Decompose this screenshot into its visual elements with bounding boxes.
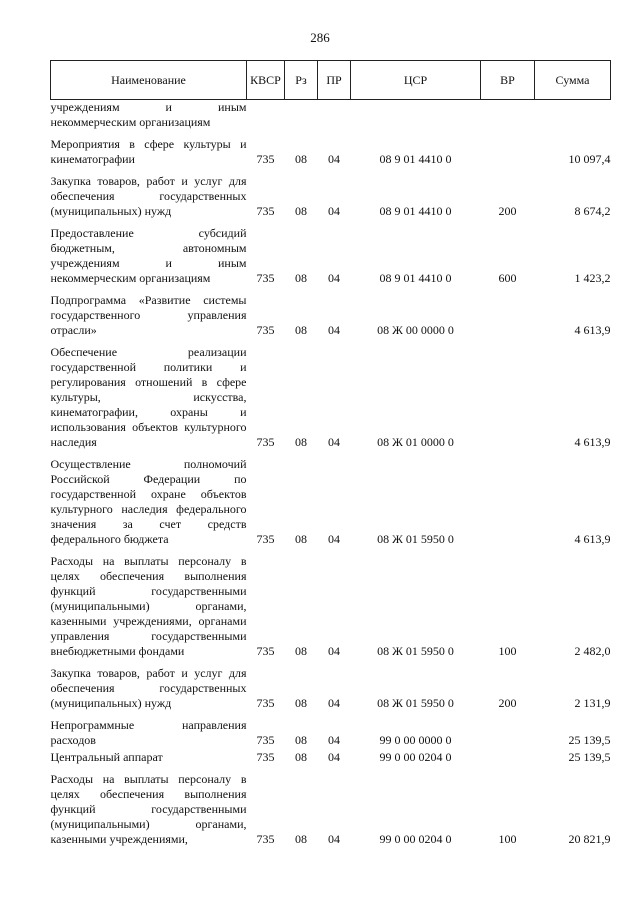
header-csr: ЦСР	[351, 61, 481, 100]
row-kvsr	[247, 100, 285, 133]
table-row	[51, 100, 611, 133]
row-sum: 25 139,5	[568, 750, 611, 764]
header-name: Наименование	[51, 61, 247, 100]
row-pr	[318, 100, 351, 133]
row-rz: 08	[295, 832, 307, 846]
table-row	[51, 169, 611, 221]
row-sum	[535, 100, 611, 133]
table-row	[51, 340, 611, 452]
row-pr: 04	[328, 271, 340, 285]
row-vr: 100	[498, 832, 517, 846]
row-csr: 99 0 00 0204 0	[379, 750, 452, 764]
row-vr	[481, 288, 535, 340]
row-rz: 08	[295, 271, 307, 285]
row-kvsr: 735	[256, 271, 275, 285]
row-csr: 99 0 00 0000 0	[379, 733, 452, 747]
row-pr: 04	[328, 204, 340, 218]
row-csr	[351, 100, 481, 133]
row-kvsr: 735	[256, 435, 275, 449]
table-row	[51, 750, 611, 767]
row-pr: 04	[328, 750, 340, 764]
row-name: Предоставление субсидий бюджетным, автономным учреждениям и иным некоммерческим организациям	[50, 226, 247, 285]
row-sum: 2 131,9	[574, 696, 611, 710]
table-header-row	[51, 61, 611, 100]
row-rz: 08	[295, 323, 307, 337]
budget-table	[50, 60, 611, 849]
row-vr	[481, 713, 535, 750]
row-rz: 08	[295, 532, 307, 546]
row-pr: 04	[328, 644, 340, 658]
row-sum: 4 613,9	[574, 435, 611, 449]
row-name: Закупка товаров, работ и услуг для обеспечения государственных (муниципальных) нужд	[50, 174, 247, 218]
row-csr: 08 Ж 00 0000 0	[377, 323, 454, 337]
row-pr: 04	[328, 435, 340, 449]
row-name: Обеспечение реализации государственной политики и регулирования отношений в сфере культуры, искусства, кинематографии, охраны и использования объектов культурного наследия	[50, 345, 247, 449]
row-csr: 08 9 01 4410 0	[379, 271, 452, 285]
row-vr: 100	[498, 644, 517, 658]
row-rz: 08	[295, 204, 307, 218]
row-pr: 04	[328, 323, 340, 337]
row-vr: 200	[498, 204, 517, 218]
row-kvsr: 735	[256, 532, 275, 546]
row-pr: 04	[328, 152, 340, 166]
row-pr: 04	[328, 832, 340, 846]
row-kvsr: 735	[256, 750, 275, 764]
row-name: Расходы на выплаты персоналу в целях обеспечения выполнения функций государственными (муниципальными) органами, казенными учреждениями,	[50, 772, 247, 846]
row-csr: 08 Ж 01 0000 0	[377, 435, 454, 449]
row-csr: 99 0 00 0204 0	[379, 832, 452, 846]
row-vr: 600	[498, 271, 517, 285]
page-number: 286	[310, 30, 330, 45]
row-name: Мероприятия в сфере культуры и кинематографии	[50, 137, 247, 166]
row-sum: 4 613,9	[574, 532, 611, 546]
header-sum: Сумма	[535, 61, 611, 100]
table-row	[51, 221, 611, 288]
row-sum: 25 139,5	[568, 733, 611, 747]
row-pr: 04	[328, 696, 340, 710]
table-row	[51, 713, 611, 750]
row-rz: 08	[295, 696, 307, 710]
row-rz: 08	[295, 435, 307, 449]
row-sum: 4 613,9	[574, 323, 611, 337]
table-row	[51, 767, 611, 849]
row-kvsr: 735	[256, 152, 275, 166]
row-name: Непрограммные направления расходов	[50, 718, 247, 747]
row-vr	[481, 452, 535, 549]
table-row	[51, 549, 611, 661]
row-rz: 08	[295, 152, 307, 166]
row-kvsr: 735	[256, 733, 275, 747]
header-kvsr: КВСР	[247, 61, 285, 100]
row-kvsr: 735	[256, 204, 275, 218]
row-rz: 08	[295, 644, 307, 658]
row-name: учреждениям и иным некоммерческим организациям	[50, 100, 247, 129]
row-vr	[481, 340, 535, 452]
table-row	[51, 288, 611, 340]
row-sum: 8 674,2	[574, 204, 611, 218]
table-row	[51, 132, 611, 169]
row-kvsr: 735	[256, 696, 275, 710]
row-csr: 08 9 01 4410 0	[379, 204, 452, 218]
row-csr: 08 Ж 01 5950 0	[377, 644, 454, 658]
row-kvsr: 735	[256, 323, 275, 337]
row-kvsr: 735	[256, 832, 275, 846]
header-vr: ВР	[481, 61, 535, 100]
row-vr	[481, 132, 535, 169]
row-sum: 2 482,0	[574, 644, 611, 658]
row-sum: 20 821,9	[568, 832, 611, 846]
row-csr: 08 9 01 4410 0	[379, 152, 452, 166]
row-pr: 04	[328, 532, 340, 546]
row-name: Закупка товаров, работ и услуг для обеспечения государственных (муниципальных) нужд	[50, 666, 247, 710]
row-rz: 08	[295, 750, 307, 764]
row-csr: 08 Ж 01 5950 0	[377, 696, 454, 710]
row-name: Расходы на выплаты персоналу в целях обеспечения выполнения функций государственными (муниципальными) органами, казенными учреждениями, органами управления государственными внебюджетными фондами	[50, 554, 247, 658]
row-vr	[481, 100, 535, 133]
row-name: Подпрограмма «Развитие системы государственного управления отрасли»	[50, 293, 247, 337]
table-row	[51, 452, 611, 549]
row-kvsr: 735	[256, 644, 275, 658]
row-sum: 1 423,2	[574, 271, 611, 285]
row-csr: 08 Ж 01 5950 0	[377, 532, 454, 546]
row-name: Центральный аппарат	[50, 750, 163, 764]
header-rz: Рз	[285, 61, 318, 100]
row-vr	[481, 750, 535, 767]
header-pr: ПР	[318, 61, 351, 100]
row-rz	[285, 100, 318, 133]
row-pr: 04	[328, 733, 340, 747]
row-vr: 200	[498, 696, 517, 710]
table-row	[51, 661, 611, 713]
row-name: Осуществление полномочий Российской Федерации по государственной охране объектов культурного наследия федерального значения за счет средств федерального бюджета	[50, 457, 247, 546]
row-rz: 08	[295, 733, 307, 747]
row-sum: 10 097,4	[568, 152, 611, 166]
